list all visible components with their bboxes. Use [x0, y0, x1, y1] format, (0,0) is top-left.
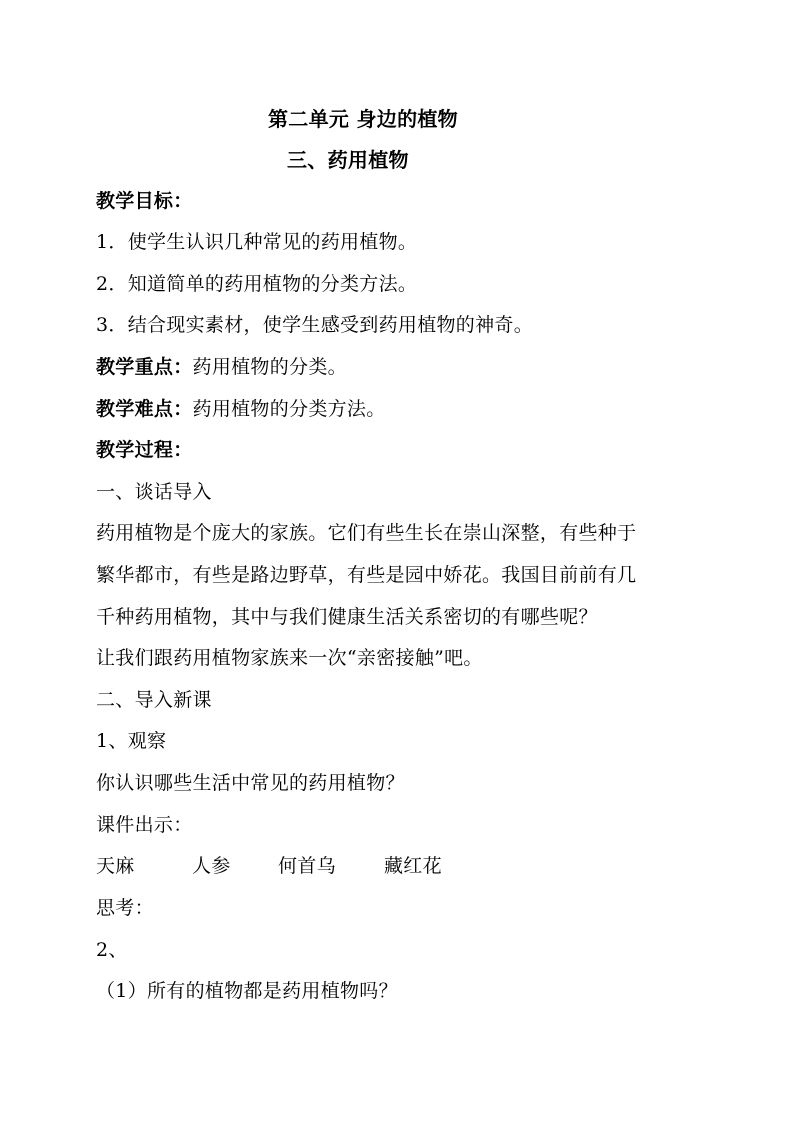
paragraph-line-3: 千种药用植物，其中与我们健康生活关系密切的有哪些呢？: [96, 606, 598, 628]
think-label: 思考：: [96, 897, 154, 919]
process-heading: 教学过程：: [96, 439, 193, 461]
paragraph-line-4: 让我们跟药用植物家族来一次“亲密接触”吧。: [96, 647, 483, 669]
objectives-heading: 教学目标：: [96, 190, 193, 212]
objective-2: 2．知道简单的药用植物的分类方法。: [96, 273, 418, 295]
plant-item: 人参: [192, 855, 231, 877]
lesson-title: 三、药用植物: [287, 148, 409, 172]
focus-label: 教学重点：: [96, 356, 193, 378]
plant-item: 天麻: [96, 855, 135, 877]
teaching-focus: [96, 355, 347, 379]
paragraph-line-1: 药用植物是个庞大的家族。它们有些生长在崇山深整，有些种于: [96, 522, 637, 544]
section-1-heading: 一、谈话导入: [96, 481, 212, 503]
paragraph-line-2: 繁华都市，有些是路边野草，有些是园中娇花。我国目前前有几: [96, 564, 637, 586]
teaching-difficulty: [96, 397, 386, 421]
focus-text: 药用植物的分类。: [192, 356, 347, 378]
difficulty-label: 教学难点：: [96, 398, 193, 420]
plant-item: 何首乌: [278, 855, 336, 877]
step-1: 1、观察: [96, 730, 167, 752]
sub-question-1: （1）所有的植物都是药用植物吗？: [96, 980, 398, 1002]
difficulty-text: 药用植物的分类方法。: [192, 398, 386, 420]
courseware-label: 课件出示：: [96, 814, 193, 836]
step-2: 2、: [96, 939, 128, 961]
plant-item: 藏红花: [384, 855, 442, 877]
objective-3: 3．结合现实素材，使学生感受到药用植物的神奇。: [96, 314, 533, 336]
section-2-heading: 二、导入新课: [96, 689, 212, 711]
unit-title: 第二单元 身边的植物: [268, 107, 458, 131]
question-1: 你认识哪些生活中常见的药用植物？: [96, 772, 405, 794]
objective-1: 1．使学生认识几种常见的药用植物。: [96, 231, 418, 253]
